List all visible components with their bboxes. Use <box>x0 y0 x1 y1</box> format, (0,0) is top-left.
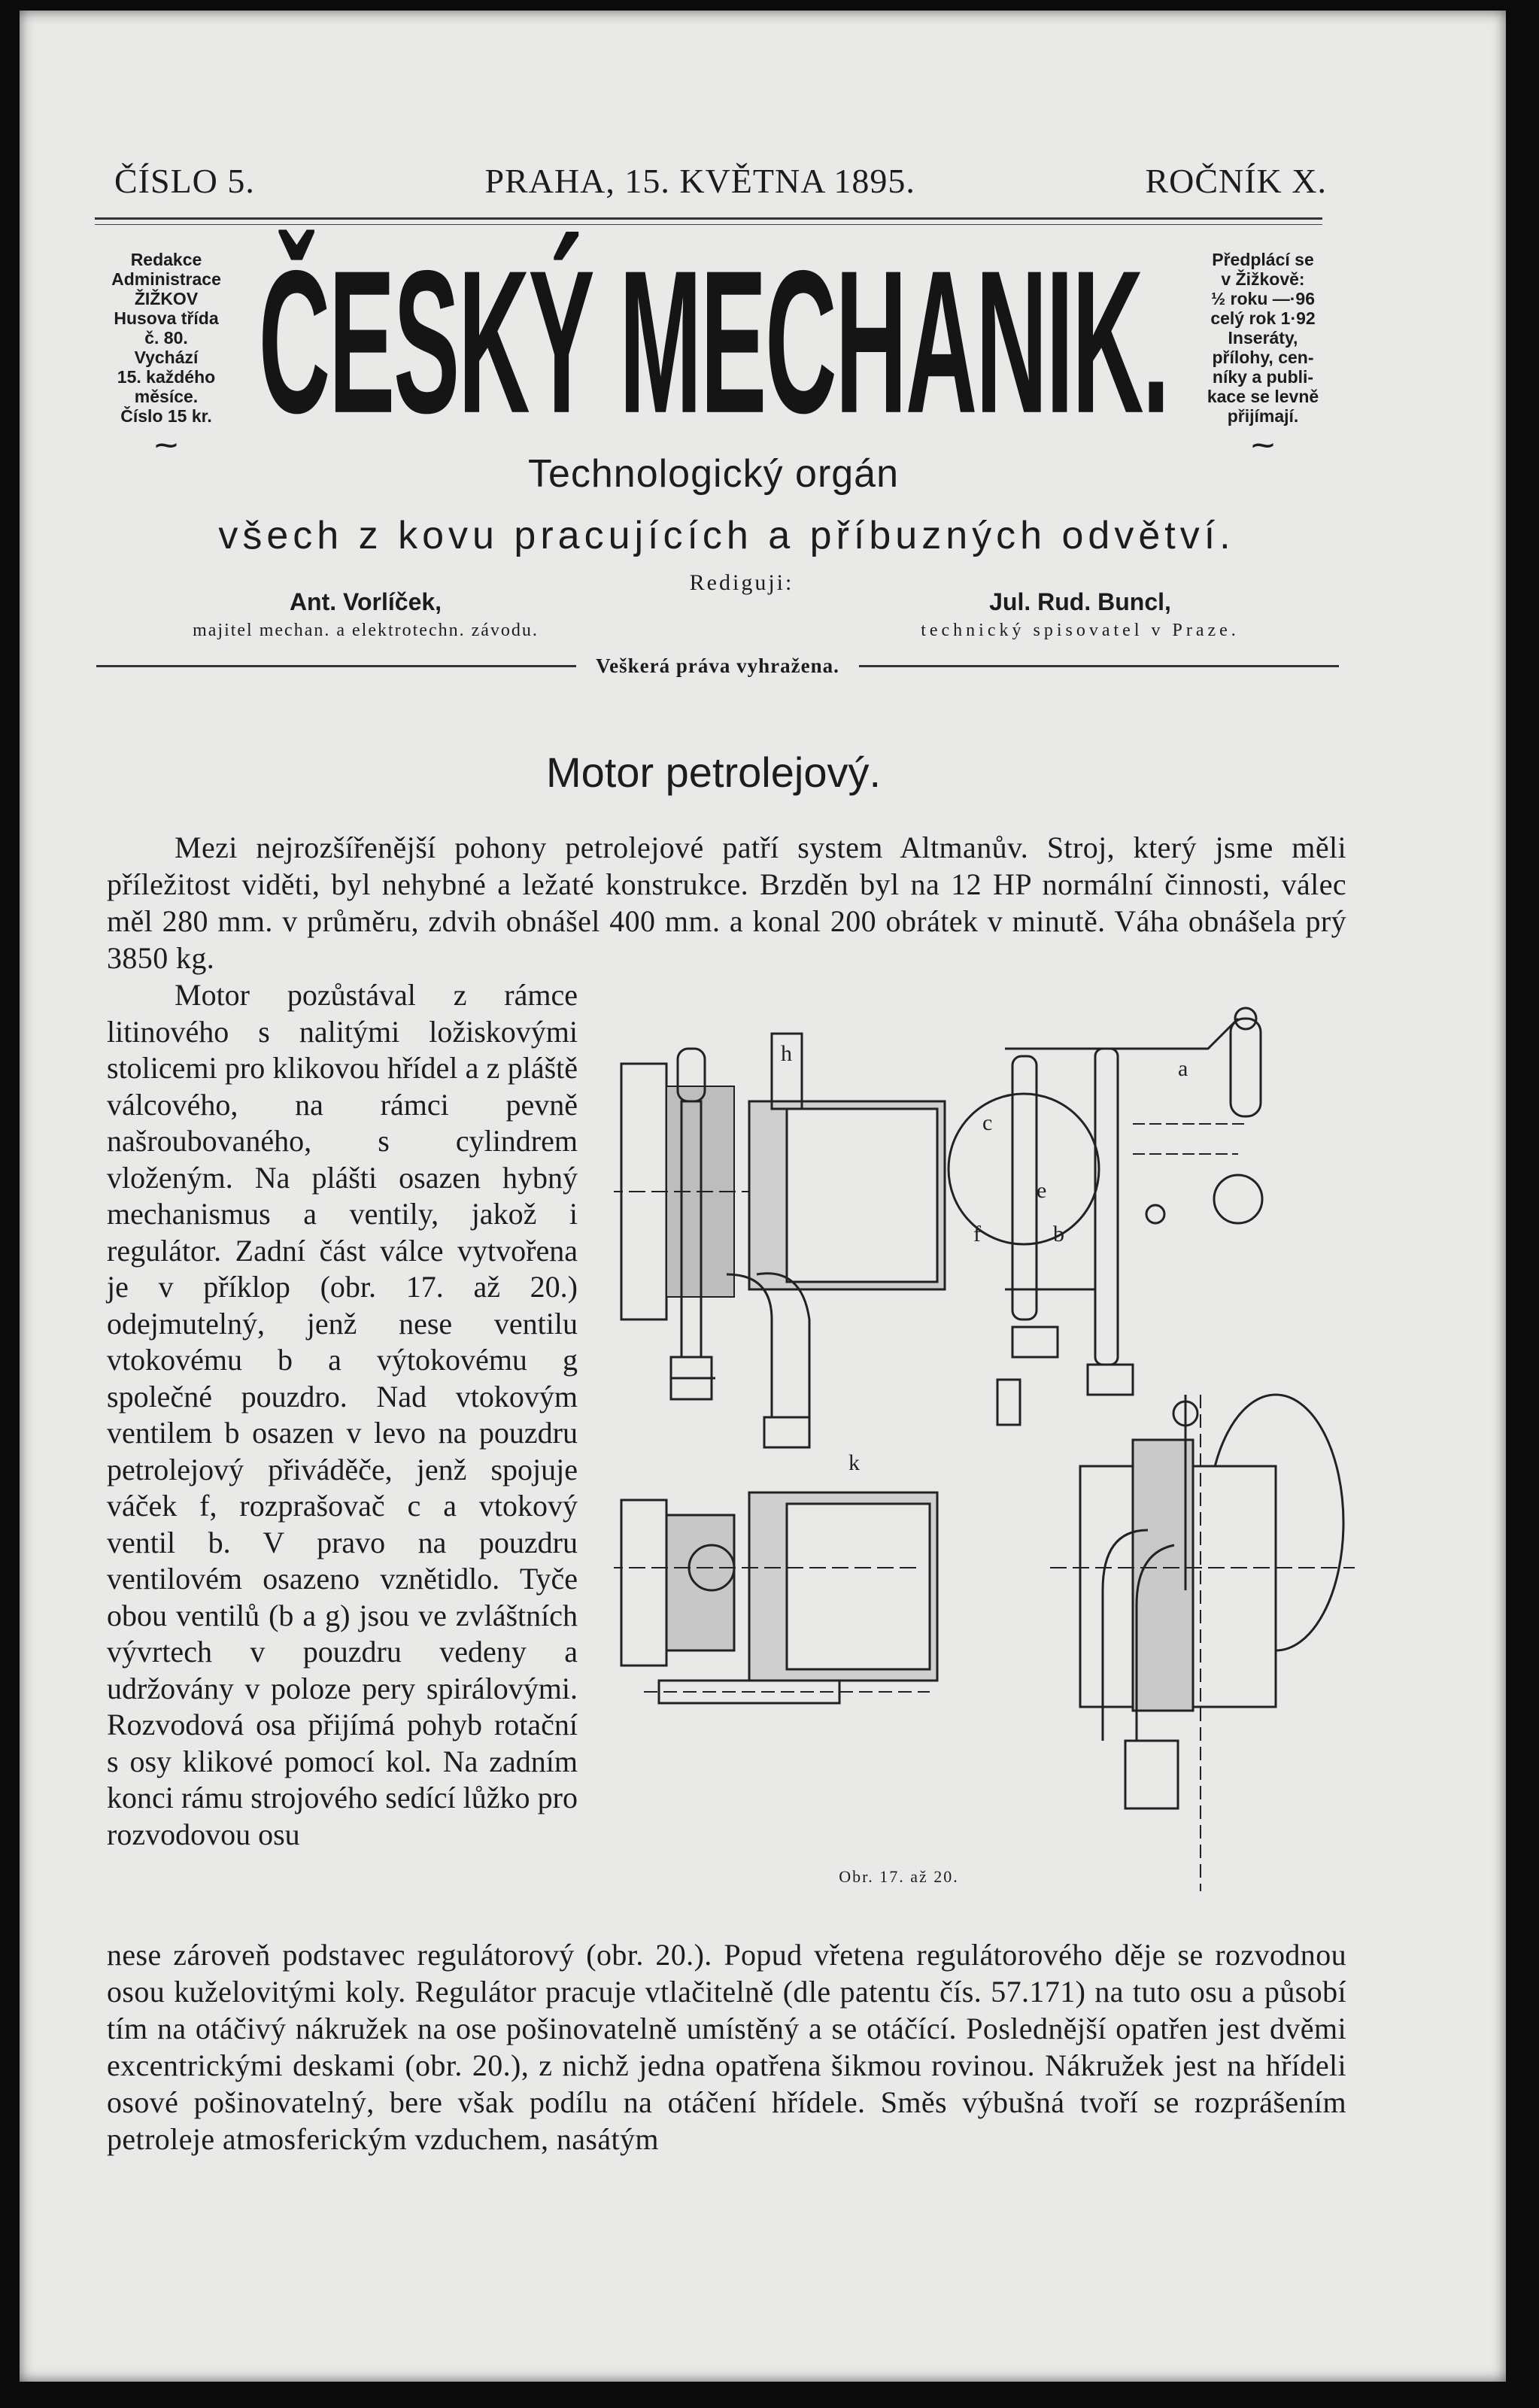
subscription-info-line: Předplácí se <box>1212 250 1314 269</box>
publisher-info-line: ŽIŽKOV <box>134 289 199 308</box>
editor-left-role: majitel mechan. a elektrotechn. závodu. <box>193 621 539 640</box>
figure-20-regulator <box>1050 1395 1355 1891</box>
volume: ROČNÍK X. <box>1145 162 1327 200</box>
editor-left <box>140 588 591 641</box>
editors-label: Rediguji: <box>689 570 794 595</box>
header-rule <box>95 217 1322 220</box>
publisher-info <box>87 250 245 456</box>
rights-text: Veškerá práva vyhražena. <box>596 654 839 677</box>
editor-right <box>854 588 1306 641</box>
engine-technical-drawing <box>614 1004 1355 1914</box>
figure-label-c: c <box>982 1110 993 1135</box>
publisher-info-line: Administrace <box>111 269 221 289</box>
figure-caption: Obr. 17. až 20. <box>839 1867 959 1886</box>
article-intro-paragraph: Mezi nejrozšířenější pohony petrolejové patří system Altmanův. Stroj, který jsme měli příležitost viděti, byl nehybné a ležaté konstrukce. Brzděn byl na 12 HP normální činnosti, válec měl 280 mm. v průměru, zdvih obnášel 400 mm. a konal 200 obrátek v minutě. Váha obnášela prý 3850 kg. <box>107 831 1346 975</box>
editor-left-name: Ant. Vorlíček, <box>289 588 442 615</box>
publisher-info-line: Redakce <box>130 250 202 269</box>
figure-17-section <box>614 1034 945 1447</box>
place-date: PRAHA, 15. KVĚTNA 1895. <box>484 162 915 200</box>
article-column-paragraph: Motor pozůstával z rámce litinového s nalitými ložiskovými stolicemi pro klikovou hřídel a z pláště válcového, na rámci pevně našroubovaného, s cylindrem vloženým. Na plášti osazen hybný mechanismus a ventily, jakož i regulátor. Zadní část válce vytvořena je v příklop (obr. 17. až 20.) odejmutelný, jenž nese ventilu vtokovému b a výtokovému g společné pouzdro. Nad vtokovým ventilem b osazen v levo na pouzdru petrolejový přiváděče, jenž spojuje váček f, rozprašovač c a vtokový ventil b. V pravo na pouzdru ventilovém osazeno vznětidlo. Tyče obou ventilů (b a g) jsou ve zvláštních vývrtech v pouzdru vedeny a udržovány v poloze pery spirálovými. Rozvodová osa přijímá pohyb rotační s osy klikové pomocí kol. Na zadním konci rámu strojového sedící lůžko pro rozvodovou osu <box>107 978 578 1851</box>
article-title: Motor petrolejový. <box>545 749 882 796</box>
figure-18-side-view <box>949 1008 1262 1425</box>
subtitle-line-1: Technologický orgán <box>527 452 900 496</box>
publisher-info-line: měsíce. <box>134 387 199 406</box>
publisher-info-line: Husova třída <box>114 308 219 328</box>
editor-right-role: technický spisovatel v Praze. <box>921 621 1240 640</box>
figure-label-e: e <box>1037 1178 1047 1203</box>
subscription-info-line: ½ roku —·96 <box>1210 289 1316 308</box>
subscription-info-line: Inseráty, <box>1228 328 1298 348</box>
rights-rule-left <box>96 665 576 667</box>
subscription-info-line: kace se levně <box>1207 387 1319 406</box>
issue-header <box>114 161 1327 201</box>
masthead-title: ČESKÝ MECHANIK. <box>258 228 1169 455</box>
figure-label-b: b <box>1053 1222 1064 1247</box>
figure-label-a: a <box>1178 1056 1188 1081</box>
publisher-info-line: Číslo 15 kr. <box>120 406 212 426</box>
ornament-icon: ⁓ <box>155 433 178 458</box>
subscription-info-line: v Žižkově: <box>1221 269 1305 289</box>
subscription-info-line: přílohy, cen- <box>1212 348 1314 367</box>
figure-label-f: f <box>973 1222 981 1247</box>
publisher-info-line: Vychází <box>134 348 199 367</box>
subscription-info-line: celý rok 1·92 <box>1210 308 1316 328</box>
article-continuation-paragraph: nese zároveň podstavec regulátorový (obr. 20.). Popud vřetena regulátorového děje se rozvodnou osou kuželovitými koly. Regulátor pracuje vtlačitelně (dle patentu čís. 57.171) na tuto osu a působí tím na otáčivý nákružek na ose pošinovatelně umístěný a se otáčící. Poslednější opatřen jest dvěmi excentrickými deskami (obr. 20.), z nichž jedna opatřena šikmou rovinou. Nákružek jest na hřídeli osové pošinovatelný, bere však podílu na otáčení hřídele. Směs výbušná tvoří se rozprášením petroleje atmosferickým vzduchem, nasátým <box>107 1938 1346 2156</box>
subscription-info <box>1176 250 1349 456</box>
masthead <box>245 229 1182 454</box>
subscription-info-line: přijímají. <box>1227 406 1299 426</box>
figure-label-h: h <box>781 1041 792 1066</box>
rights-rule-right <box>859 665 1339 667</box>
figure-19-plan <box>614 1492 937 1703</box>
ornament-icon: ⁓ <box>1252 433 1274 458</box>
publisher-info-line: č. 80. <box>144 328 188 348</box>
newspaper-page <box>20 11 1506 2382</box>
subscription-info-line: níky a publi- <box>1212 367 1314 387</box>
publisher-info-line: 15. každého <box>117 367 216 387</box>
figure-label-k: k <box>848 1450 860 1475</box>
issue-number: ČÍSLO 5. <box>114 162 255 200</box>
subtitle-line-2: všech z kovu pracujících a příbuzných odvětví. <box>218 514 1235 557</box>
editor-right-name: Jul. Rud. Buncl, <box>989 588 1171 615</box>
rights-notice <box>96 654 1339 678</box>
